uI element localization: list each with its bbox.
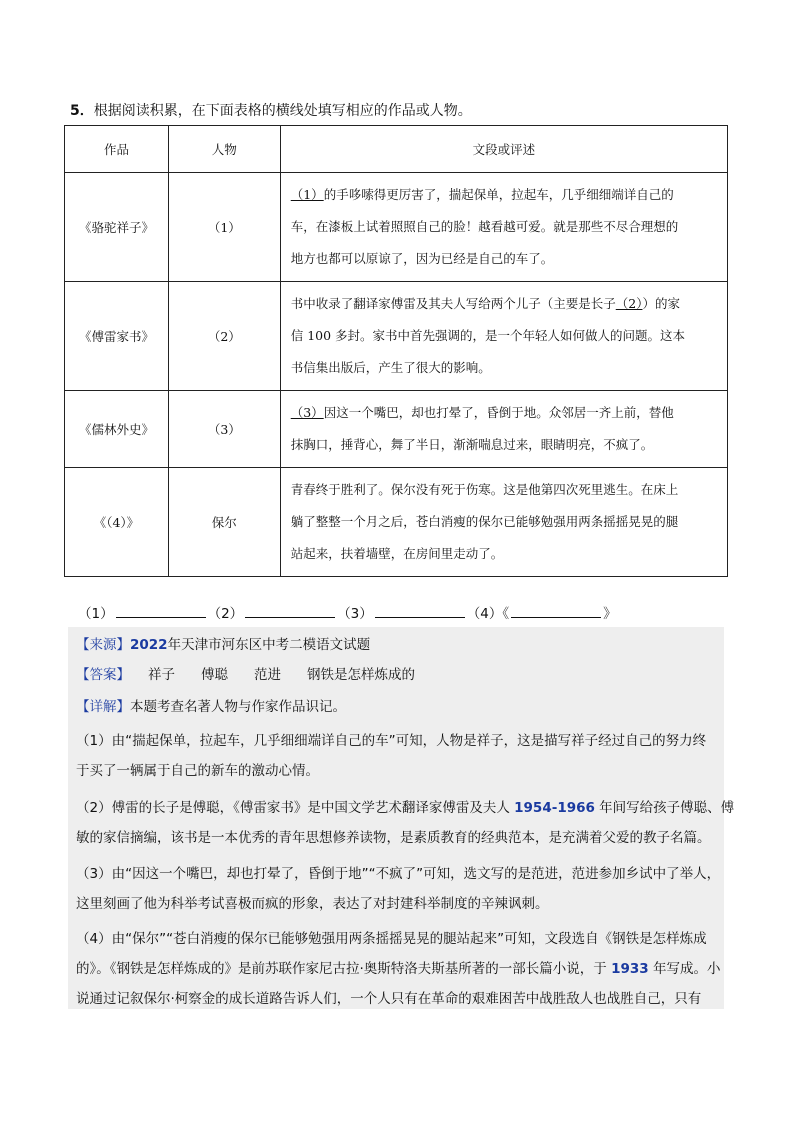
work-cell: 《儒林外史》 — [65, 391, 169, 468]
table-row — [65, 173, 728, 282]
detail-paragraph-4: （4）由“保尔”“苍白消瘦的保尔已能够勉强用两条摇摇晃晃的腿站起来”可知，文段选自《钢铁是怎样炼成 — [76, 931, 707, 947]
passage-cell: 青春终于胜利了。保尔没有死于伤寒。这是他第四次死里逃生。在床上 躺了整整一个月之后，苍白消瘦的保尔已能够勉强用两条摇摇晃晃的腿 站起来，扶着墙壁，在房间里走动了。 — [280, 468, 727, 577]
question-number: 5． — [70, 103, 94, 119]
blank-marker: （1） — [290, 187, 324, 202]
passage-cell: （1）的手哆嗦得更厉害了，揣起保单，拉起车，几乎细细端详自己的 车，在漆板上试着照照自己的脸！越看越可爱。就是那些不尽合理想的 地方也都可以原谅了，因为已经是自己的车了。 — [280, 173, 727, 282]
header-work: 作品 — [65, 126, 169, 173]
detail-tag: 【详解】 — [76, 699, 130, 715]
works-table — [64, 125, 728, 577]
answer-blank-1[interactable] — [116, 603, 206, 618]
fill-in-line: （1） （2） （3） （4）《 》 — [78, 603, 617, 624]
question-text: 根据阅读积累，在下面表格的横线处填写相应的作品或人物。 — [93, 103, 472, 119]
passage-cell: 书中收录了翻译家傅雷及其夫人写给两个儿子（主要是长子（2））的家 信 100 多封。家书中首先强调的，是一个年轻人如何做人的问题。这本 书信集出版后，产生了很大的影响。 — [280, 282, 727, 391]
header-passage: 文段或评述 — [280, 126, 727, 173]
answer-blank-4[interactable] — [511, 603, 601, 618]
person-cell: （1） — [168, 173, 280, 282]
person-cell: 保尔 — [168, 468, 280, 577]
work-cell: 《傅雷家书》 — [65, 282, 169, 391]
table-header-row — [65, 126, 728, 173]
answer-panel: 【来源】2022年天津市河东区中考二模语文试题 【答案】 祥子 傅聪 范进 钢铁是怎样炼成的 【详解】本题考查名著人物与作家作品识记。 （1）由“揣起保单，拉起车，几乎细细端详自己的车”可知，人物是祥子，这是描写祥子经过自己的努力终 于买了一辆属于自己的新车的激动心情。 （2）傅雷的长子是傅聪，《傅雷家书》是中国文学艺术翻译家傅雷及夫人 1954-1966 年间写给孩子傅聪、傅 敏的家信摘编，该书是一本优秀的青年思想修养读物，是素质教育的经典范本，是充满着父爱的教子名篇。 （3）由“因这一个嘴巴，却也打晕了，昏倒于地”“不疯了”可知，选文写的是范进，范进参加乡试中了举人， 这里刻画了他为科举考试喜极而疯的形象，表达了对封建科举制度的辛辣讽刺。 （4）由“保尔”“苍白消瘦的保尔已能够勉强用两条摇摇晃晃的腿站起来”可知，文段选自《钢铁是怎样炼成 的》。《钢铁是怎样炼成的》是前苏联作家尼古拉·奥斯特洛夫斯基所著的一部长篇小说，于 1933 年写成。小 说通过记叙保尔·柯察金的成长道路告诉人们，一个人只有在革命的艰难困苦中战胜敌人也战胜自己，只有 — [68, 627, 724, 1009]
blank-marker: （3） — [290, 405, 324, 420]
question-title — [70, 101, 472, 121]
table-row — [65, 468, 728, 577]
detail-line: 【详解】本题考查名著人物与作家作品识记。 — [76, 699, 346, 715]
answer-blank-2[interactable] — [245, 603, 335, 618]
answer-line: 【答案】 祥子 傅聪 范进 钢铁是怎样炼成的 — [76, 667, 415, 683]
answer-tag: 【答案】 — [76, 667, 130, 683]
blank-marker: （2） — [615, 296, 643, 311]
source-line: 【来源】2022年天津市河东区中考二模语文试题 — [76, 637, 371, 653]
detail-paragraph-1: （1）由“揣起保单，拉起车，几乎细细端详自己的车”可知，人物是祥子，这是描写祥子经过自己的努力终 — [76, 733, 707, 749]
person-cell: （2） — [168, 282, 280, 391]
source-tag: 【来源】 — [76, 637, 130, 653]
header-person: 人物 — [168, 126, 280, 173]
person-cell: （3） — [168, 391, 280, 468]
table-row — [65, 282, 728, 391]
passage-cell: （3）因这一个嘴巴，却也打晕了，昏倒于地。众邻居一齐上前，替他 抹胸口，捶背心，舞了半日，渐渐喘息过来，眼睛明亮，不疯了。 — [280, 391, 727, 468]
table-row — [65, 391, 728, 468]
answer-blank-3[interactable] — [375, 603, 465, 618]
detail-paragraph-3: （3）由“因这一个嘴巴，却也打晕了，昏倒于地”“不疯了”可知，选文写的是范进，范进参加乡试中了举人， — [76, 866, 721, 882]
work-cell: 《骆驼祥子》 — [65, 173, 169, 282]
detail-paragraph-2: （2）傅雷的长子是傅聪，《傅雷家书》是中国文学艺术翻译家傅雷及夫人 1954-1966 年间写给孩子傅聪、傅 — [76, 800, 735, 816]
work-cell: 《（4）》 — [65, 468, 169, 577]
